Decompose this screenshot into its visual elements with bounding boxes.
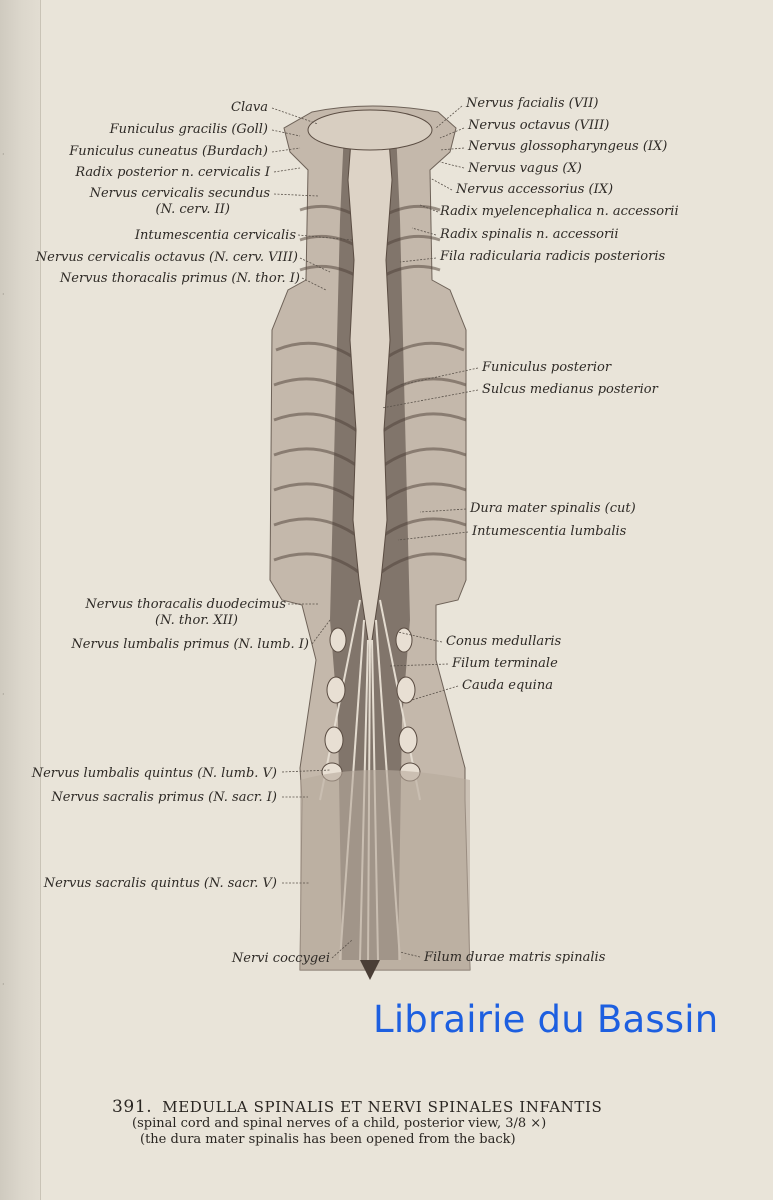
figure-caption-title [112,1097,602,1117]
label-filum-durae-matris-spinalis: Filum durae matris spinalis [424,950,606,965]
label-fila-radicularia: Fila radicularia radicis posterioris [440,249,666,264]
label-radix-spinalis: Radix spinalis n. accessorii [440,227,619,242]
label-funiculus-cuneatus: Funiculus cuneatus (Burdach) [69,144,268,159]
label-dura-mater-spinalis: Dura mater spinalis (cut) [470,501,636,516]
label-nervus-thoracalis-duodecimus: Nervus thoracalis duodecimus [85,597,286,612]
label-nervus-lumbalis-primus: Nervus lumbalis primus (N. lumb. I) [71,637,309,652]
label-n-thor-xii: (N. thor. XII) [155,613,238,628]
watermark-text: Librairie du Bassin [373,998,719,1041]
label-clava: Clava [231,100,268,115]
label-nervus-octavus: Nervus octavus (VIII) [468,118,610,133]
label-nervus-lumbalis-quintus: Nervus lumbalis quintus (N. lumb. V) [31,766,277,781]
label-nervus-sacralis-primus: Nervus sacralis primus (N. sacr. I) [51,790,277,805]
label-radix-posterior-cervicalis-i: Radix posterior n. cervicalis I [75,165,270,180]
label-nervi-coccygei: Nervi coccygei [231,951,330,966]
label-cauda-equina: Cauda equina [462,678,553,693]
bleed-text: · [2,690,5,699]
label-funiculus-posterior: Funiculus posterior [482,360,612,375]
bleed-text: · [2,150,5,159]
label-nervus-glossopharyngeus: Nervus glossopharyngeus (IX) [468,139,668,154]
label-n-cerv-ii: (N. cerv. II) [155,202,230,217]
label-nervus-facialis: Nervus facialis (VII) [466,96,599,111]
label-nervus-thoracalis-primus: Nervus thoracalis primus (N. thor. I) [59,271,300,286]
figure-number: 391. [112,1097,153,1117]
label-intumescentia-lumbalis: Intumescentia lumbalis [472,524,627,539]
label-intumescentia-cervicalis: Intumescentia cervicalis [134,228,296,243]
label-conus-medullaris: Conus medullaris [446,634,562,649]
label-nervus-vagus: Nervus vagus (X) [468,161,582,176]
figure-title: MEDULLA SPINALIS ET NERVI SPINALES INFANTIS [162,1098,603,1116]
label-radix-myelencephalica: Radix myelencephalica n. accessorii [440,204,679,219]
figure-caption-line-2: (the dura mater spinalis has been opened from the back) [140,1132,516,1147]
bleed-text: · [2,290,5,299]
label-nervus-sacralis-quintus: Nervus sacralis quintus (N. sacr. V) [43,876,277,891]
label-funiculus-gracilis: Funiculus gracilis (Goll) [109,122,268,137]
label-nervus-cervicalis-octavus: Nervus cervicalis octavus (N. cerv. VIII) [35,250,298,265]
label-nervus-accessorius: Nervus accessorius (IX) [456,182,614,197]
label-nervus-cervicalis-secundus: Nervus cervicalis secundus [89,186,270,201]
bleed-text: · [2,980,5,989]
figure-caption-line-1: (spinal cord and spinal nerves of a child, posterior view, 3/8 ×) [132,1116,547,1131]
label-sulcus-medianus-posterior: Sulcus medianus posterior [482,382,658,397]
label-filum-terminale: Filum terminale [452,656,558,671]
